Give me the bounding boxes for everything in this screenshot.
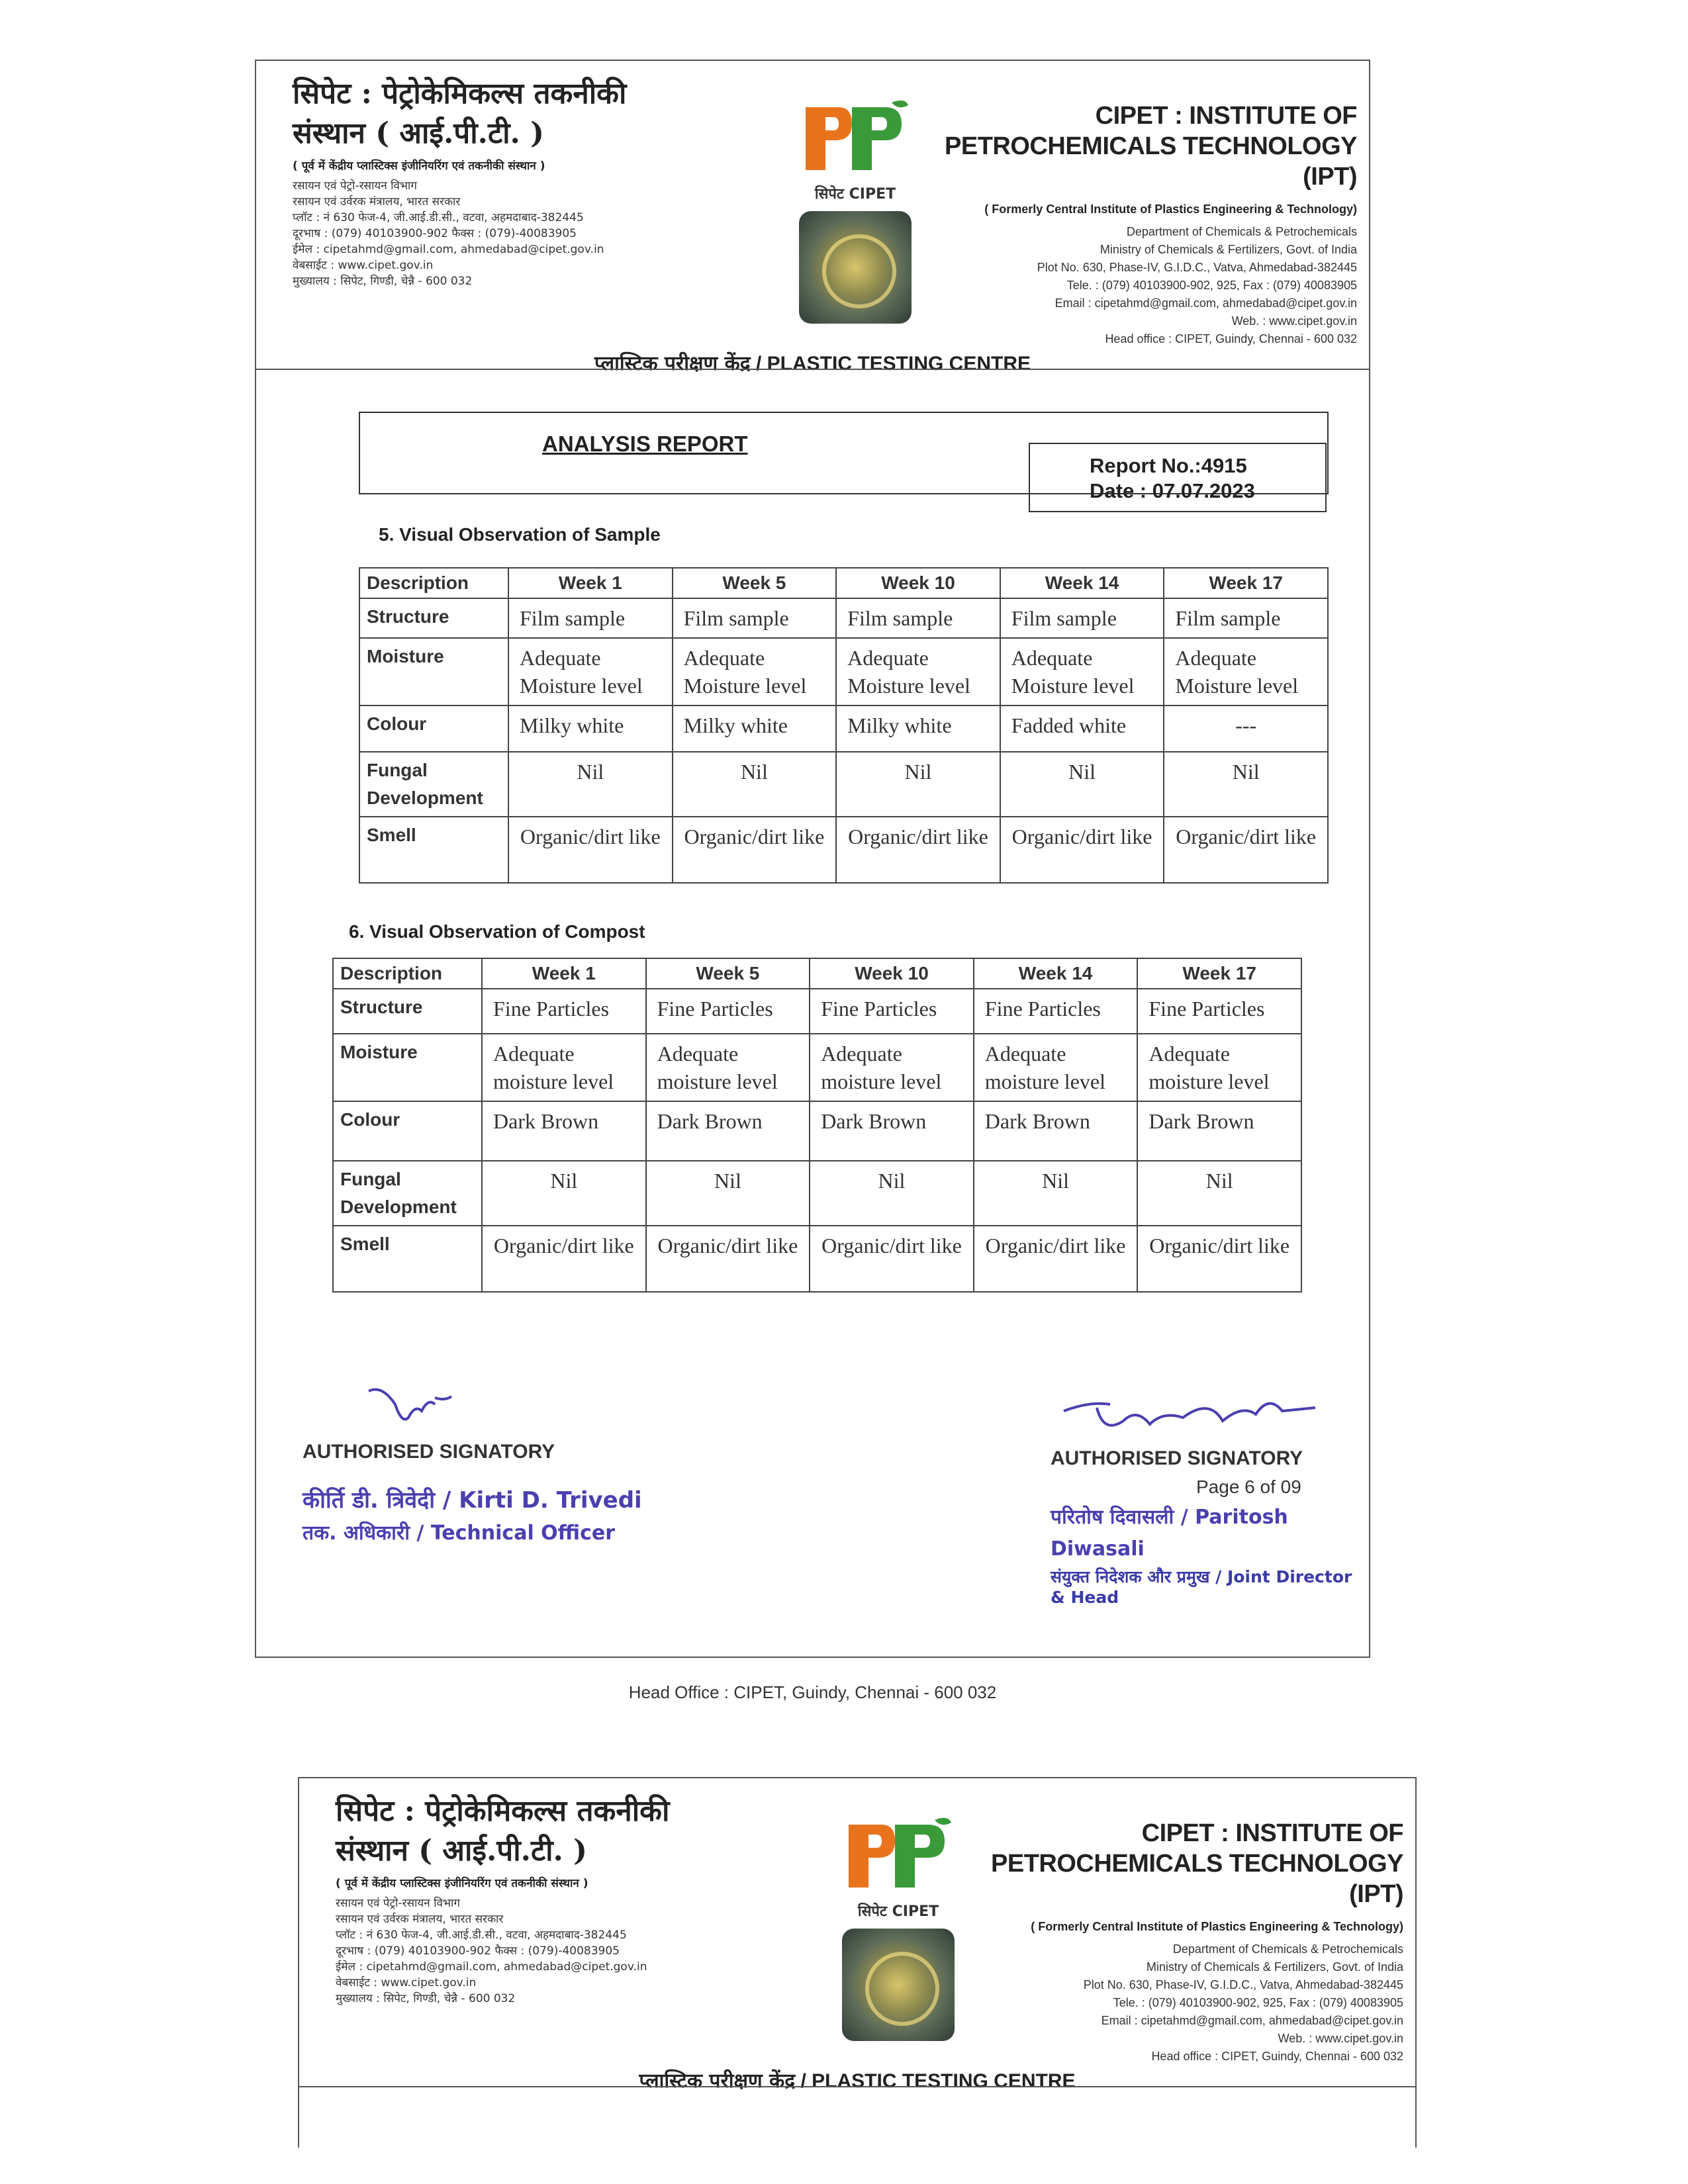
logo-caption: सिपेट CIPET: [857, 1903, 939, 1920]
header-divider: [256, 369, 1369, 370]
report-page: [255, 60, 1370, 1702]
testing-centre-title: प्लास्टिक परीक्षण केंद्र / PLASTIC TESTING CENTRE: [639, 2070, 1076, 2093]
table-header: Description: [333, 958, 482, 989]
table-cell: Dark Brown: [1137, 1101, 1301, 1161]
table-cell: Organic/dirt like: [482, 1226, 646, 1292]
table-cell: Organic/dirt like: [673, 817, 837, 883]
hindi-formerly: ( पूर्व में केंद्रीय प्लास्टिक्स इंजीनियरिंग एवं तकनीकी संस्थान ): [293, 159, 545, 173]
table-cell: Dark Brown: [482, 1101, 646, 1161]
table-cell: Milky white: [508, 705, 673, 752]
hologram-seal-icon: [842, 1929, 955, 2041]
cipet-logo-icon: [799, 97, 912, 183]
left-signatory-title: तक. अधिकारी / Technical Officer: [303, 1522, 616, 1545]
right-signatory-name: परितोष दिवासली / Paritosh Diwasali: [1051, 1506, 1288, 1561]
hologram-seal-icon: [799, 211, 912, 324]
table-cell: Organic/dirt like: [1164, 817, 1328, 883]
hindi-formerly: ( पूर्व में केंद्रीय प्लास्टिक्स इंजीनियरिंग एवं तकनीकी संस्थान ): [336, 1877, 588, 1890]
table-header: Week 17: [1164, 568, 1328, 598]
table-cell: Fine Particles: [482, 989, 646, 1034]
row-label: Fungal Development: [333, 1161, 482, 1226]
row-label: Structure: [359, 598, 508, 638]
row-label: Moisture: [359, 638, 508, 705]
table-cell: Adequate Moisture level: [1000, 638, 1164, 705]
report-number: Report No.:4915: [1090, 454, 1247, 477]
table-row: [333, 989, 1301, 1034]
sample-observation-table: [359, 567, 1329, 884]
table-cell: Nil: [1164, 752, 1328, 817]
english-formerly: ( Formerly Central Institute of Plastics Engineering & Technology): [984, 203, 1357, 216]
report-date: Date : 07.07.2023: [1090, 479, 1255, 502]
table-header: Week 5: [673, 568, 837, 598]
table-cell: Fadded white: [1000, 705, 1164, 752]
signature-right-icon: [1051, 1385, 1329, 1444]
english-letterhead: [920, 101, 1357, 348]
row-label: Moisture: [333, 1034, 482, 1101]
row-label: Colour: [359, 705, 508, 752]
table-header: Week 5: [646, 958, 810, 989]
page-number: Page 6 of 09: [1196, 1477, 1301, 1497]
table-cell: Film sample: [673, 598, 837, 638]
table-cell: ---: [1164, 705, 1328, 752]
row-label: Smell: [333, 1226, 482, 1292]
right-signatory-label: AUTHORISED SIGNATORY: [1051, 1447, 1303, 1469]
table-cell: Nil: [673, 752, 837, 817]
table-row: [333, 1226, 1301, 1292]
table-cell: Dark Brown: [646, 1101, 810, 1161]
table-cell: Organic/dirt like: [646, 1226, 810, 1292]
hindi-institute-title: सिपेट : पेट्रोकेमिकल्स तकनीकी संस्थान ( आई.पी.टी. ): [293, 77, 627, 150]
table-cell: Organic/dirt like: [974, 1226, 1138, 1292]
hindi-letterhead: [293, 74, 703, 289]
table-cell: Adequate moisture level: [646, 1034, 810, 1101]
report-header-box: [359, 412, 1329, 502]
table-row: [359, 752, 1328, 817]
table-cell: Milky white: [836, 705, 1000, 752]
testing-centre-title: प्लास्टिक परीक्षण केंद्र / PLASTIC TESTING CENTRE: [594, 352, 1031, 375]
table-cell: Nil: [810, 1161, 974, 1226]
row-label: Colour: [333, 1101, 482, 1161]
hindi-address: रसायन एवं पेट्रो-रसायन विभाग रसायन एवं उर्वरक मंत्रालय, भारत सरकार प्लॉट : नं 630 फेज-4, जी.आई.डी.सी., वटवा, अहमदाबाद-382445 दूरभाष : (079) 40103900-902 फैक्स : (079)-40083905 ईमेल : cipetahmd@gmail.com, ahmedabad@cipet.gov.in वेबसाईट : www.cipet.gov.in मुख्यालय : सिपेट, गिण्डी, चेन्नै - 600 032: [336, 1897, 647, 2005]
table-row: [359, 817, 1328, 883]
english-address: Department of Chemicals & Petrochemicals Ministry of Chemicals & Fertilizers, Govt. of India Plot No. 630, Phase-IV, G.I.D.C., Vatva, Ahmedabad-382445 Tele. : (079) 40103900-902, 925, Fax : (079) 40083905 Email : cipetahmd@gmail.com, ahmedabad@cipet.gov.in Web. : www.cipet.gov.in Head office : CIPET, Guindy, Chennai - 600 032: [1083, 1942, 1403, 2063]
table-row: [333, 1161, 1301, 1226]
left-signatory-label: AUTHORISED SIGNATORY: [303, 1441, 555, 1463]
left-signatory: [303, 1378, 700, 1549]
cipet-logo: [829, 1815, 968, 2041]
english-letterhead: [966, 1818, 1403, 2066]
table-row: [333, 1101, 1301, 1161]
table-cell: Adequate Moisture level: [673, 638, 837, 705]
table-header: Week 14: [974, 958, 1138, 989]
table-header: Week 1: [482, 958, 646, 989]
section5-title: 5. Visual Observation of Sample: [379, 524, 661, 545]
table-cell: Organic/dirt like: [810, 1226, 974, 1292]
logo-caption: सिपेट CIPET: [814, 186, 896, 203]
table-cell: Fine Particles: [810, 989, 974, 1034]
hindi-letterhead: [336, 1792, 746, 2007]
english-institute-title: CIPET : INSTITUTE OF PETROCHEMICALS TECHNOLOGY (IPT): [945, 102, 1357, 191]
english-address: Department of Chemicals & Petrochemicals Ministry of Chemicals & Fertilizers, Govt. of India Plot No. 630, Phase-IV, G.I.D.C., Vatva, Ahmedabad-382445 Tele. : (079) 40103900-902, 925, Fax : (079) 40083905 Email : cipetahmd@gmail.com, ahmedabad@cipet.gov.in Web. : www.cipet.gov.in Head office : CIPET, Guindy, Chennai - 600 032: [1037, 225, 1357, 345]
table-cell: Nil: [482, 1161, 646, 1226]
english-institute-title: CIPET : INSTITUTE OF PETROCHEMICALS TECHNOLOGY (IPT): [991, 1819, 1403, 1908]
table-cell: Adequate moisture level: [1137, 1034, 1301, 1101]
table-header: Week 10: [810, 958, 974, 989]
table-row: [359, 638, 1328, 705]
row-label: Fungal Development: [359, 752, 508, 817]
table-cell: Film sample: [1164, 598, 1328, 638]
report-title: ANALYSIS REPORT: [542, 432, 748, 456]
table-cell: Organic/dirt like: [1000, 817, 1164, 883]
table-cell: Fine Particles: [1137, 989, 1301, 1034]
cipet-logo-icon: [842, 1815, 955, 1901]
table-cell: Adequate moisture level: [974, 1034, 1138, 1101]
table-header: Week 14: [1000, 568, 1164, 598]
right-signatory-title: संयुक्त निदेशक और प्रमुख / Joint Director & Head: [1051, 1567, 1352, 1607]
signature-left-icon: [303, 1378, 475, 1437]
table-cell: Nil: [1137, 1161, 1301, 1226]
table-cell: Organic/dirt like: [1137, 1226, 1301, 1292]
table-cell: Adequate Moisture level: [508, 638, 673, 705]
row-label: Structure: [333, 989, 482, 1034]
section6-title: 6. Visual Observation of Compost: [349, 921, 645, 942]
table-cell: Nil: [1000, 752, 1164, 817]
table-cell: Film sample: [508, 598, 673, 638]
table-header-row: [333, 958, 1301, 989]
table-cell: Adequate Moisture level: [1164, 638, 1328, 705]
table-cell: Nil: [646, 1161, 810, 1226]
table-cell: Adequate moisture level: [810, 1034, 974, 1101]
table-cell: Fine Particles: [646, 989, 810, 1034]
hindi-institute-title: सिपेट : पेट्रोकेमिकल्स तकनीकी संस्थान ( आई.पी.टी. ): [336, 1794, 670, 1868]
table-header: Week 1: [508, 568, 673, 598]
table-row: [359, 598, 1328, 638]
table-header-row: [359, 568, 1328, 598]
table-row: [359, 705, 1328, 752]
table-cell: Nil: [836, 752, 1000, 817]
compost-observation-table: [332, 958, 1302, 1293]
table-cell: Nil: [508, 752, 673, 817]
hindi-address: रसायन एवं पेट्रो-रसायन विभाग रसायन एवं उर्वरक मंत्रालय, भारत सरकार प्लॉट : नं 630 फेज-4, जी.आई.डी.सी., वटवा, अहमदाबाद-382445 दूरभाष : (079) 40103900-902 फैक्स : (079)-40083905 ईमेल : cipetahmd@gmail.com, ahmedabad@cipet.gov.in वेबसाईट : www.cipet.gov.in मुख्यालय : सिपेट, गिण्डी, चेन्नै - 600 032: [293, 179, 604, 288]
table-cell: Milky white: [673, 705, 837, 752]
report-meta: [1029, 443, 1327, 512]
table-cell: Dark Brown: [974, 1101, 1138, 1161]
table-cell: Film sample: [1000, 598, 1164, 638]
cipet-logo: [786, 97, 925, 324]
right-signatory: [1051, 1385, 1368, 1607]
table-header: Description: [359, 568, 508, 598]
header-divider: [299, 2086, 1415, 2087]
table-cell: Organic/dirt like: [508, 817, 673, 883]
table-cell: Film sample: [836, 598, 1000, 638]
page-footer: Head Office : CIPET, Guindy, Chennai - 600 032: [628, 1682, 997, 1702]
table-cell: Adequate Moisture level: [836, 638, 1000, 705]
table-cell: Nil: [974, 1161, 1138, 1226]
table-cell: Adequate moisture level: [482, 1034, 646, 1101]
table-cell: Dark Brown: [810, 1101, 974, 1161]
table-row: [333, 1034, 1301, 1101]
table-header: Week 10: [836, 568, 1000, 598]
table-cell: Fine Particles: [974, 989, 1138, 1034]
english-formerly: ( Formerly Central Institute of Plastics Engineering & Technology): [1031, 1920, 1403, 1933]
next-page-letterhead: [298, 1777, 1417, 2148]
row-label: Smell: [359, 817, 508, 883]
table-cell: Organic/dirt like: [836, 817, 1000, 883]
left-signatory-name: कीर्ति डी. त्रिवेदी / Kirti D. Trivedi: [303, 1487, 642, 1514]
table-header: Week 17: [1137, 958, 1301, 989]
